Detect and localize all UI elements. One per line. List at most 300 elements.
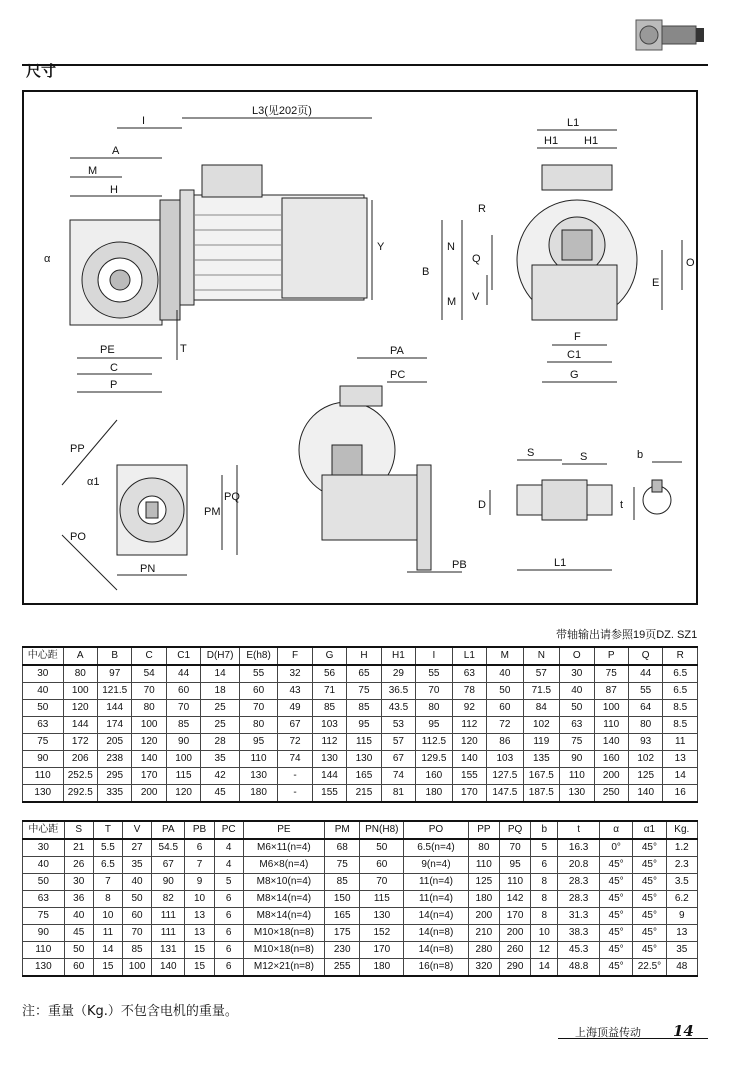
table-row [23,959,698,977]
table-cell: 131 [152,942,185,959]
column-header: I [416,647,452,665]
table-cell: 27 [122,839,151,857]
table-cell: 13 [185,925,214,942]
table-cell: 35 [122,857,151,874]
table-cell: 45° [599,942,632,959]
dim-C1: C1 [567,349,582,361]
dim-E: E [652,277,660,289]
table-cell: 80 [468,839,499,857]
table-cell: 320 [468,959,499,977]
table-cell: 74 [381,768,415,785]
dim-V: V [472,291,480,303]
table-cell: 8 [93,891,122,908]
table-cell: 255 [325,959,360,977]
table-cell: 68 [325,839,360,857]
table-cell: 230 [325,942,360,959]
dim-alpha1: α1 [87,476,100,488]
table-cell: 28 [201,734,240,751]
table-cell: 75 [23,908,65,925]
column-header: A [63,647,97,665]
dim-t: t [620,499,624,511]
table-cell: 78 [452,683,486,700]
table-cell: 2.3 [666,857,697,874]
column-header: B [97,647,131,665]
table-cell: 110 [239,751,278,768]
table-row [23,768,698,785]
table-cell: M6×11(n=4) [243,839,324,857]
table-cell: 63 [23,891,65,908]
column-header: N [523,647,559,665]
table-cell: 48 [666,959,697,977]
table-cell: 11 [663,734,698,751]
table-cell: 70 [132,683,166,700]
table-cell: 49 [278,700,312,717]
table-cell: 14 [201,665,240,683]
table-cell: 95 [416,717,452,734]
table-cell: 75 [347,683,381,700]
table-cell: 100 [594,700,628,717]
table-cell: 180 [239,785,278,803]
weight-footnote: 注：重量（Kg.）不包含电机的重量。 [22,1004,238,1019]
table-cell: 18 [201,683,240,700]
column-header: PA [152,821,185,839]
table-cell: 238 [97,751,131,768]
table-cell: 71.5 [523,683,559,700]
table-cell: 6 [214,908,243,925]
table-cell: 90 [23,751,64,768]
table-cell: 67 [381,751,415,768]
table-cell: 50 [360,839,404,857]
column-header: PM [325,821,360,839]
table-cell: 7 [93,874,122,891]
dim-L1-shaft: L1 [554,557,567,569]
table-cell: 6.5 [663,665,698,683]
table-cell: 5.5 [93,839,122,857]
table-cell: 170 [452,785,486,803]
table-cell: 13 [666,925,697,942]
table-cell: 85 [347,700,381,717]
table-cell: 16(n=8) [404,959,469,977]
dim-T: T [180,343,187,355]
table-cell: 90 [152,874,185,891]
table-cell: 144 [312,768,346,785]
table-cell: 1.2 [666,839,697,857]
table-cell: 60 [64,959,93,977]
table-cell: 11 [93,925,122,942]
table-cell: 30 [560,665,594,683]
table-cell: 45° [633,839,666,857]
table-cell: 3.5 [666,874,697,891]
table-cell: M10×18(n=8) [243,942,324,959]
dim-N: N [447,241,455,253]
table-cell: 110 [468,857,499,874]
table-cell: 75 [23,734,64,751]
table-cell: 12 [531,942,558,959]
table-cell: 70 [499,839,530,857]
table-cell: 130 [360,908,404,925]
dim-S-right: S [580,451,588,463]
dim-PN: PN [140,563,156,575]
table-cell: 30 [23,839,65,857]
table-cell: 160 [416,768,452,785]
table-cell: 70 [166,700,200,717]
dimension-drawing [22,90,698,605]
table-cell: 13 [663,751,698,768]
dim-H1-right: H1 [584,135,599,147]
table-cell: 90 [166,734,200,751]
table-cell: 15 [185,959,214,977]
table-cell: 70 [416,683,452,700]
column-header: PP [468,821,499,839]
table-cell: 6.2 [666,891,697,908]
table-cell: 55 [416,665,452,683]
table-cell: 11(n=4) [404,891,469,908]
table-cell: 60 [239,683,278,700]
dim-B: B [422,266,430,278]
table-cell: 56 [312,665,346,683]
table-cell: 14(n=8) [404,942,469,959]
dim-PC: PC [390,369,406,381]
table-cell: 7 [185,857,214,874]
table-cell: 30 [64,874,93,891]
table-cell: 120 [452,734,486,751]
table-cell: 103 [312,717,346,734]
table-cell: 5 [214,874,243,891]
table-cell: 95 [499,857,530,874]
table-cell: 63 [452,665,486,683]
table-cell: 165 [347,768,381,785]
table-cell: 29 [381,665,415,683]
table-cell: 36.5 [381,683,415,700]
table-cell: 115 [166,768,200,785]
table-cell: 103 [487,751,523,768]
table-cell: 44 [628,665,662,683]
dim-Q: Q [472,253,481,265]
column-header: P [594,647,628,665]
table-cell: 9 [185,874,214,891]
dim-Y: Y [377,241,385,253]
table-cell: 205 [97,734,131,751]
table-row [23,751,698,768]
table-cell: 174 [97,717,131,734]
table-cell: 97 [97,665,131,683]
table-cell: 14(n=4) [404,908,469,925]
table-cell: 150 [325,891,360,908]
column-header: PQ [499,821,530,839]
table-cell: 54.5 [152,839,185,857]
table-cell: 50 [64,942,93,959]
table-cell: 15 [185,942,214,959]
table-cell: 15 [93,959,122,977]
table-cell: 8 [531,908,558,925]
dim-L3: L3(见202页) [252,105,312,117]
column-header: F [278,647,312,665]
column-header: α1 [633,821,666,839]
table-cell: 50 [122,891,151,908]
table-cell: 80 [239,717,278,734]
column-header: H [347,647,381,665]
column-header: t [558,821,600,839]
table-cell: 115 [360,891,404,908]
table-cell: 130 [560,785,594,803]
table-cell: 111 [152,908,185,925]
dim-PE: PE [100,344,115,356]
dimension-table-2 [22,820,698,977]
table-cell: 187.5 [523,785,559,803]
dim-L1: L1 [567,117,580,129]
table-cell: M8×14(n=4) [243,908,324,925]
column-header: O [560,647,594,665]
column-header: PC [214,821,243,839]
table-cell: 130 [23,785,64,803]
table-cell: 9 [666,908,697,925]
table-cell: 102 [523,717,559,734]
dim-H1-left: H1 [544,135,559,147]
table-cell: M6×8(n=4) [243,857,324,874]
column-header: S [64,821,93,839]
dimension-table-1 [22,646,698,803]
column-header: C1 [166,647,200,665]
table-cell: 142 [499,891,530,908]
table-cell: 14(n=8) [404,925,469,942]
table-cell: 100 [132,717,166,734]
table-cell: 26 [64,857,93,874]
table-cell: 45° [633,857,666,874]
column-header: PB [185,821,214,839]
dim-M-side: M [447,296,457,308]
table-cell: 80 [416,700,452,717]
column-header: R [663,647,698,665]
table-cell: 60 [360,857,404,874]
column-header: L1 [452,647,486,665]
table-cell: 144 [97,700,131,717]
table-cell: 95 [239,734,278,751]
table-cell: 119 [523,734,559,751]
table-cell: 45° [599,891,632,908]
table-cell: 65 [347,665,381,683]
table-cell: 200 [468,908,499,925]
table-cell: 45 [201,785,240,803]
table-cell: 55 [628,683,662,700]
table-cell: 180 [468,891,499,908]
table-cell: 180 [416,785,452,803]
table-cell: 180 [360,959,404,977]
table-cell: 55 [239,665,278,683]
table-cell: 16.3 [558,839,600,857]
table-cell: 70 [239,700,278,717]
column-header: E(h8) [239,647,278,665]
table-cell: 200 [594,768,628,785]
column-header: V [122,821,151,839]
table-cell: 48.8 [558,959,600,977]
dim-PM: PM [204,506,221,518]
table-cell: 45° [599,857,632,874]
table-cell: 60 [487,700,523,717]
table-cell: 86 [487,734,523,751]
table-cell: 6 [531,857,558,874]
table-row [23,785,698,803]
table-cell: 40 [122,874,151,891]
table-cell: 14 [93,942,122,959]
table-cell: 45° [633,942,666,959]
header-rule [22,64,708,66]
table-row [23,665,698,683]
table-cell: 6.5 [663,683,698,700]
table-cell: 80 [628,717,662,734]
table-cell: 80 [132,700,166,717]
shaft-output-note: 带轴输出请参照19页DZ. SZ1 [556,629,698,641]
dim-C: C [110,362,118,374]
table-cell: 70 [360,874,404,891]
column-header: Kg. [666,821,697,839]
table-cell: 63 [560,717,594,734]
table-cell: 152 [360,925,404,942]
table-cell: 127.5 [487,768,523,785]
table-cell: 121.5 [97,683,131,700]
table-cell: 45° [633,891,666,908]
table-cell: 111 [152,925,185,942]
table-cell: 35 [201,751,240,768]
table-row [23,857,698,874]
table-cell: 22.5° [633,959,666,977]
table-cell: 75 [560,734,594,751]
table-cell: 45° [599,874,632,891]
column-header: H1 [381,647,415,665]
table-cell: 252.5 [63,768,97,785]
table-row [23,942,698,959]
table-cell: 67 [278,717,312,734]
table-cell: - [278,768,312,785]
dim-alpha: α [44,253,51,265]
table-cell: 87 [594,683,628,700]
table-row [23,700,698,717]
table-cell: 14 [531,959,558,977]
table-cell: 44 [166,665,200,683]
table-cell: 43.5 [381,700,415,717]
table-cell: 72 [487,717,523,734]
table-cell: 13 [185,908,214,925]
table-cell: 50 [23,700,64,717]
table-row [23,683,698,700]
table-cell: 155 [452,768,486,785]
dim-G: G [570,369,579,381]
table-cell: 5 [531,839,558,857]
table-cell: 335 [97,785,131,803]
table-cell: 36 [64,891,93,908]
table-cell: 45.3 [558,942,600,959]
dim-PP: PP [70,443,85,455]
table-cell: 80 [63,665,97,683]
table-cell: 42 [201,768,240,785]
table-cell: 172 [63,734,97,751]
table-row [23,874,698,891]
table-cell: 40 [64,908,93,925]
table-cell: 70 [122,925,151,942]
table-cell: 45° [599,908,632,925]
table-cell: 60 [166,683,200,700]
dim-b: b [637,449,644,461]
table-cell: 200 [132,785,166,803]
table-row [23,908,698,925]
table-cell: 50 [23,874,65,891]
table-cell: 43 [278,683,312,700]
gearbox-logo-icon [630,10,710,58]
table-cell: 9(n=4) [404,857,469,874]
table-cell: 0° [599,839,632,857]
table-row [23,734,698,751]
column-header: G [312,647,346,665]
table-cell: 110 [23,768,64,785]
table-cell: 85 [166,717,200,734]
dim-H: H [110,184,118,196]
column-header: α [599,821,632,839]
table-cell: 64 [628,700,662,717]
table-cell: 170 [360,942,404,959]
dim-F: F [574,331,581,343]
table-cell: 130 [23,959,65,977]
column-header: C [132,647,166,665]
table-cell: 290 [499,959,530,977]
table-cell: 50 [487,683,523,700]
table-row [23,891,698,908]
table-cell: 25 [201,700,240,717]
table-cell: 170 [132,768,166,785]
table-cell: 110 [560,768,594,785]
table-cell: 35 [666,942,697,959]
table-cell: 11(n=4) [404,874,469,891]
dim-P: P [110,379,118,391]
table-cell: 120 [132,734,166,751]
column-header: 中心距 [23,821,65,839]
table-cell: 100 [166,751,200,768]
table-cell: 85 [325,874,360,891]
table-cell: 115 [347,734,381,751]
table-cell: 53 [381,717,415,734]
table-header-row [23,821,698,839]
table-cell: 40 [487,665,523,683]
table-cell: 120 [166,785,200,803]
table-cell: 81 [381,785,415,803]
table-cell: 92 [452,700,486,717]
table-cell: 45° [633,925,666,942]
table-cell: 125 [628,768,662,785]
table-cell: 102 [628,751,662,768]
table-cell: M8×14(n=4) [243,891,324,908]
table-cell: 50 [560,700,594,717]
column-header: PN(H8) [360,821,404,839]
table-cell: 10 [185,891,214,908]
table-cell: 10 [93,908,122,925]
table-cell: 4 [214,857,243,874]
table-cell: 8 [531,891,558,908]
table-cell: 10 [531,925,558,942]
table-cell: 130 [312,751,346,768]
table-cell: 60 [122,908,151,925]
column-header: PE [243,821,324,839]
dim-I: I [142,115,146,127]
table-cell: 40 [23,683,64,700]
table-cell: 90 [560,751,594,768]
table-cell: 6.5 [93,857,122,874]
table-cell: 140 [628,785,662,803]
table-row [23,717,698,734]
column-header: PO [404,821,469,839]
table-cell: 6 [214,959,243,977]
table-cell: 4 [214,839,243,857]
table-cell: 85 [312,700,346,717]
column-header: M [487,647,523,665]
table-cell: 75 [325,857,360,874]
